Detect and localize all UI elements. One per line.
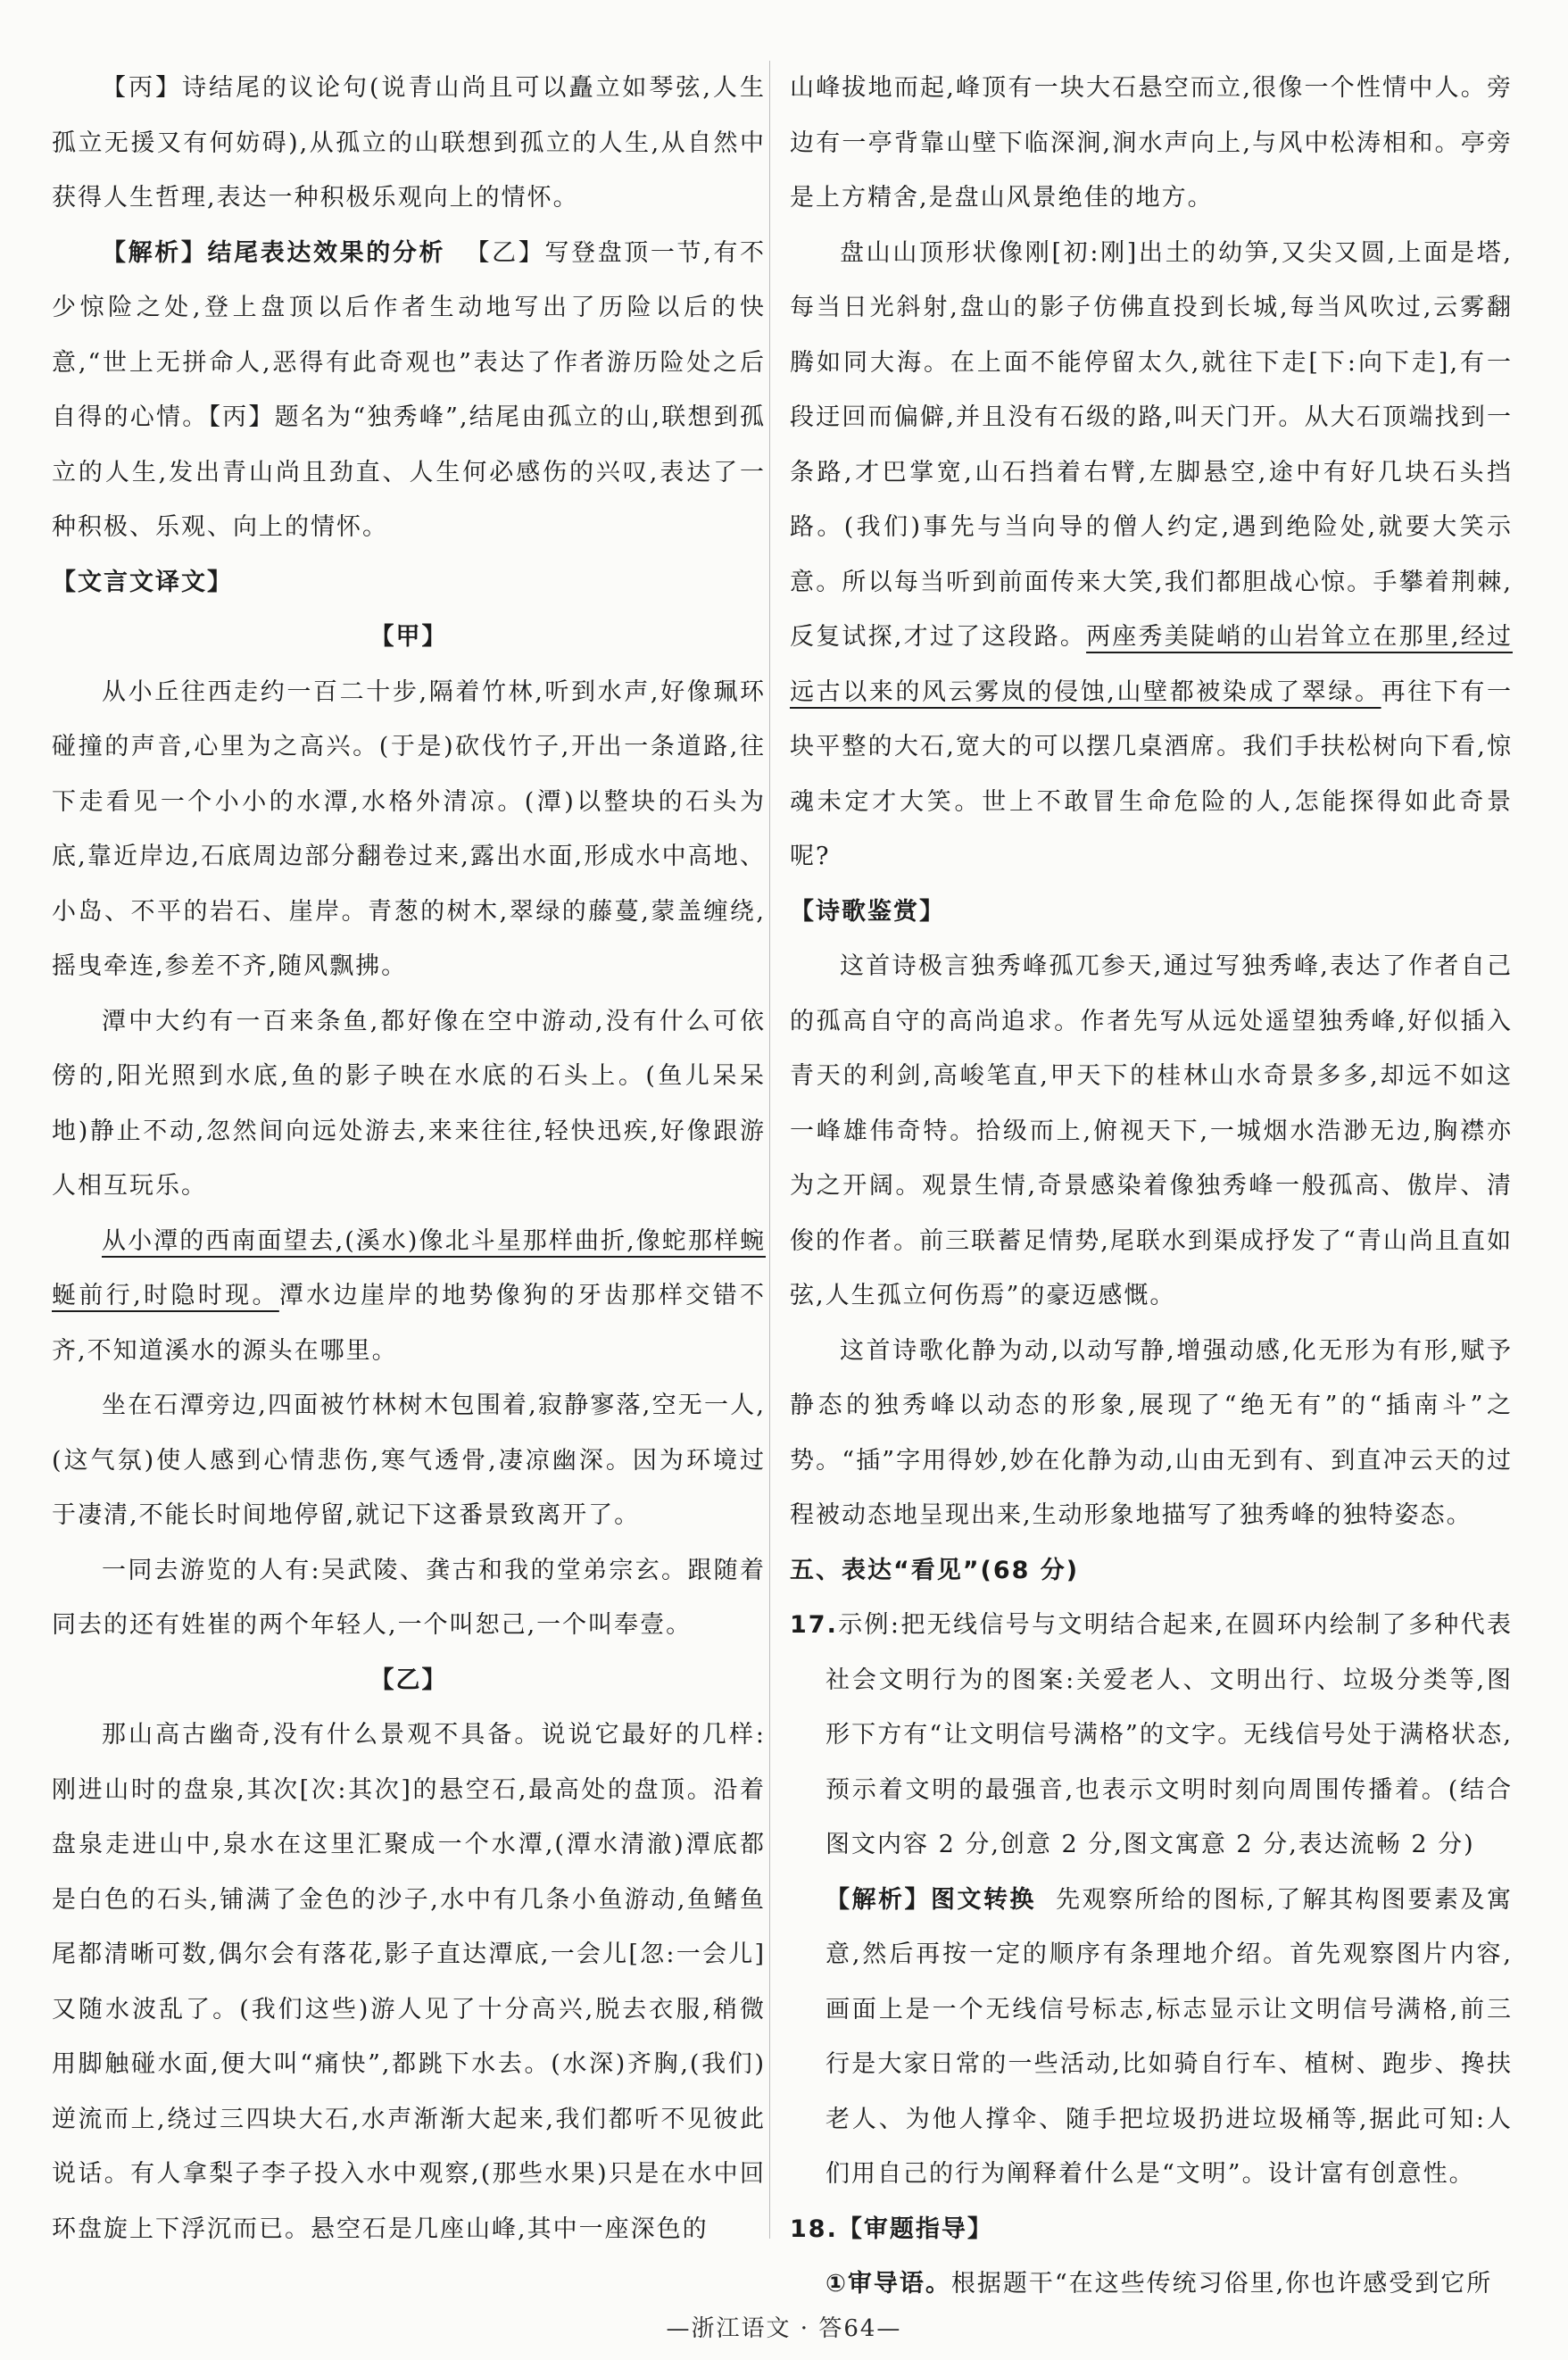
question-17 <box>790 1598 1513 1873</box>
jia-paragraph-4: 坐在石潭旁边,四面被竹林树木包围着,寂静寥落,空无一人,(这气氛)使人感到心情悲伤,寒气透骨,凄凉幽深。因为环境过于凄清,不能长时间地停留,就记下这番景致离开了。 <box>52 1392 766 1529</box>
yi-paragraph-2-b: 再往下有一块平整的大石,宽大的可以摆几桌酒席。我们手扶松树向下看,惊魂未定才大笑。世上不敢冒生命危险的人,怎能探得如此奇景呢? <box>790 677 1513 870</box>
question-17-analysis-tag: 【解析】图文转换 <box>825 1885 1036 1914</box>
analysis-body: 【乙】写登盘顶一节,有不少惊险之处,登上盘顶以后作者生动地写出了历险以后的快意,“世上无拼命人,恶得有此奇观也”表达了作者游历险处之后自得的心情。【丙】题名为“独秀峰”,结尾由孤立的山,联想到孤立的人生,发出青山尚且劲直、人生何必感伤的兴叹,表达了一种积极、乐观、向上的情怀。 <box>52 238 766 541</box>
question-18-item-body: 根据题干“在这些传统习俗里,你也许感受到它所 <box>950 2270 1493 2298</box>
jia-paragraph-2: 潭中大约有一百来条鱼,都好像在空中游动,没有什么可依傍的,阳光照到水底,鱼的影子映在水底的石头上。(鱼儿呆呆地)静止不动,忽然间向远处游去,来来往往,轻快迅疾,好像跟游人相互玩乐。 <box>52 1007 766 1200</box>
question-17-analysis <box>790 1873 1513 2202</box>
question-18-item-1 <box>790 2256 1513 2312</box>
jia-heading: 【甲】 <box>369 623 448 651</box>
page-footer: —浙江语文 · 答64— <box>666 2315 902 2342</box>
jia-paragraph-3 <box>52 1214 766 1379</box>
yi-underlined-sentence: 两座秀美陡峭的山岩耸立在那里,经过远古以来的风云雾岚的侵蚀,山壁都被染成了翠绿。 <box>790 623 1513 706</box>
bing-answer: 【丙】诗结尾的议论句(说青山尚且可以矗立如琴弦,人生孤立无援又有何妨碍),从孤立的山联想到孤立的人生,从自然中获得人生哲理,表达一种积极乐观向上的情怀。 <box>52 74 766 212</box>
poem-paragraph-1: 这首诗极言独秀峰孤兀参天,通过写独秀峰,表达了作者自己的孤高自守的高尚追求。作者先写从远处遥望独秀峰,好似插入青天的利剑,高峻笔直,甲天下的桂林山水奇景多多,却远不如这一峰雄伟奇特。拾级而上,俯视天下,一城烟水浩渺无边,胸襟亦为之开阔。观景生情,奇景感染着像独秀峰一般孤高、傲岸、清俊的作者。前三联蓄足情势,尾联水到渠成抒发了“青山尚且直如弦,人生孤立何伤焉”的豪迈感慨。 <box>790 952 1513 1309</box>
yi-heading: 【乙】 <box>369 1666 448 1694</box>
analysis-tag: 【解析】结尾表达效果的分析 <box>102 238 446 267</box>
right-column <box>790 61 1513 2312</box>
classical-translation-heading: 【文言文译文】 <box>52 568 233 596</box>
jia-paragraph-5: 一同去游览的人有:吴武陵、龚古和我的堂弟宗玄。跟随着同去的还有姓崔的两个年轻人,一个叫恕己,一个叫奉壹。 <box>52 1556 766 1639</box>
poem-appreciation-heading: 【诗歌鉴赏】 <box>790 897 945 926</box>
left-column <box>52 61 766 2256</box>
yi-paragraph-2 <box>790 226 1513 885</box>
jia-paragraph-1: 从小丘往西走约一百二十步,隔着竹林,听到水声,好像珮环碰撞的声音,心里为之高兴。(于是)砍伐竹子,开出一条道路,往下走看见一个小小的水潭,水格外清凉。(潭)以整块的石头为底,靠近岸边,石底周边部分翻卷过来,露出水面,形成水中高地、小岛、不平的岩石、崖岸。青葱的树木,翠绿的藤蔓,蒙盖缠绕,摇曳牵连,参差不齐,随风飘拂。 <box>52 677 766 980</box>
question-18 <box>790 2202 1513 2257</box>
column-divider <box>769 61 770 2239</box>
question-17-answer: 示例:把无线信号与文明结合起来,在圆环内绘制了多种代表社会文明行为的图案:关爱老人、文明出行、垃圾分类等,图形下方有“让文明信号满格”的文字。无线信号处于满格状态,预示着文明的最强音,也表示文明时刻向周围传播着。(结合图文内容 2 分,创意 2 分,图文寓意 2 分,表达流畅 2 分) <box>825 1611 1513 1858</box>
question-17-number: 17. <box>790 1611 838 1639</box>
question-18-item-tag: ①审导语。 <box>825 2270 951 2298</box>
yi-paragraph-2-a: 盘山山顶形状像刚[初:刚]出土的幼笋,又尖又圆,上面是塔,每当日光斜射,盘山的影子仿佛直投到长城,每当风吹过,云雾翻腾如同大海。在上面不能停留太久,就往下走[下:向下走],有一段迂回而偏僻,并且没有石级的路,叫天门开。从大石顶端找到一条路,才巴掌宽,山石挡着右臂,左脚悬空,途中有好几块石头挡路。(我们)事先与当向导的僧人约定,遇到绝险处,就要大笑示意。所以每当听到前面传来大笑,我们都胆战心惊。手攀着荆棘,反复试探,才过了这段路。 <box>790 238 1513 651</box>
question-18-number: 18. <box>790 2215 838 2243</box>
jia-underlined-sentence: 从小潭的西南面望去,(溪水)像北斗星那样曲折,像蛇那样蜿蜒前行,时隐时现。 <box>52 1226 766 1309</box>
question-17-analysis-body: 先观察所给的图标,了解其构图要素及寓意,然后再按一定的顺序有条理地介绍。首先观察图片内容,画面上是一个无线信号标志,标志显示让文明信号满格,前三行是大家日常的一些活动,比如骑自行车、植树、跑步、搀扶老人、为他人撑伞、随手把垃圾扔进垃圾桶等,据此可知:人们用自己的行为阐释着什么是“文明”。设计富有创意性。 <box>825 1885 1513 2188</box>
poem-paragraph-2: 这首诗歌化静为动,以动写静,增强动感,化无形为有形,赋予静态的独秀峰以动态的形象,展现了“绝无有”的“插南斗”之势。“插”字用得妙,妙在化静为动,山由无到有、到直冲云天的过程被动态地呈现出来,生动形象地描写了独秀峰的独特姿态。 <box>790 1336 1513 1529</box>
yi-paragraph-1: 那山高古幽奇,没有什么景观不具备。说说它最好的几样:刚进山时的盘泉,其次[次:其次]的悬空石,最高处的盘顶。沿着盘泉走进山中,泉水在这里汇聚成一个水潭,(潭水清澈)潭底都是白色的石头,铺满了金色的沙子,水中有几条小鱼游动,鱼鳍鱼尾都清晰可数,偶尔会有落花,影子直达潭底,一会儿[忽:一会儿]又随水波乱了。(我们这些)游人见了十分高兴,脱去衣服,稍微用脚触碰水面,便大叫“痛快”,都跳下水去。(水深)齐胸,(我们)逆流而上,绕过三四块大石,水声渐渐大起来,我们都听不见彼此说话。有人拿梨子李子投入水中观察,(那些水果)只是在水中回环盘旋上下浮沉而已。悬空石是几座山峰,其中一座深色的 <box>52 1721 766 2243</box>
yi-paragraph-1-cont: 山峰拔地而起,峰顶有一块大石悬空而立,很像一个性情中人。旁边有一亭背靠山壁下临深涧,涧水声向上,与风中松涛相和。亭旁是上方精舍,是盘山风景绝佳的地方。 <box>790 74 1513 212</box>
section-five-heading: 五、表达“看见”(68 分) <box>790 1556 1080 1584</box>
analysis-paragraph <box>52 226 766 555</box>
question-18-tag: 【审题指导】 <box>837 2215 993 2243</box>
jia-paragraph-3-rest: 潭水边崖岸的地势像狗的牙齿那样交错不齐,不知道溪水的源头在哪里。 <box>52 1282 766 1365</box>
